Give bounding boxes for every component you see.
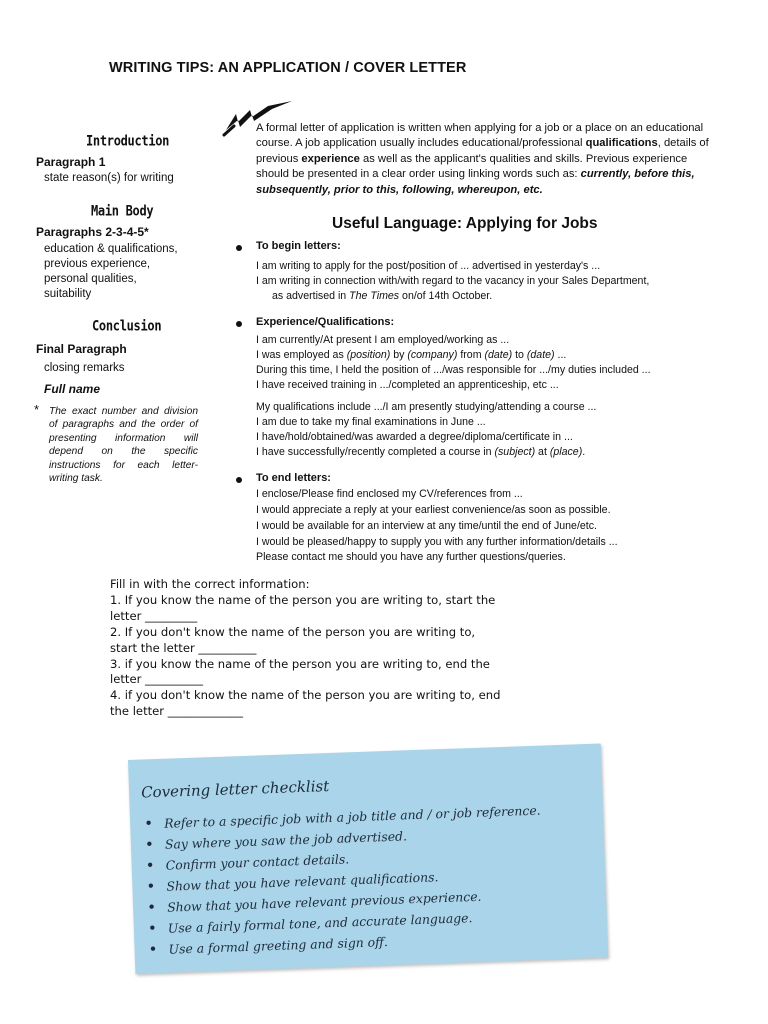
phrase-line: I would appreciate a reply at your earliest convenience/as soon as possible. <box>256 504 611 516</box>
intro-paragraph: A formal letter of application is written when applying for a job or a place on an educational course. A job application usually includes educational/professional qualifications, details of previous experience as well as the applicant's qualities and skills. Previous experience should be presented in a clear order using linking words such as: currently, before this, subsequently, prior to this, following, whereupon, etc. <box>256 122 709 196</box>
checklist-item: • Refer to a specific job with a job title and / or job reference. <box>144 800 541 835</box>
conclusion-label: Final Paragraph <box>36 342 127 356</box>
main-body-line: personal qualities, <box>44 273 137 285</box>
main-body-heading: Main Body <box>91 202 154 220</box>
exercise-heading: Fill in with the correct information: <box>110 577 310 591</box>
phrase-line: as advertised in The Times on/of 14th October. <box>272 290 493 302</box>
phrase-line: I have received training in .../completed an apprenticeship, etc ... <box>256 379 559 391</box>
main-body-label: Paragraphs 2-3-4-5* <box>36 225 149 239</box>
phrase-line: I would be pleased/happy to supply you with any further information/details ... <box>256 536 618 548</box>
phrase-line: My qualifications include .../I am presently studying/attending a course ... <box>256 401 597 413</box>
exercise-question: 4. if you don't know the name of the person you are writing to, end <box>110 688 501 703</box>
checklist-item: • Say where you saw the job advertised. <box>145 821 542 856</box>
main-body-line: previous experience, <box>44 258 151 270</box>
checklist-list <box>144 800 545 961</box>
phrase-line: I would be available for an interview at any time/until the end of June/etc. <box>256 520 597 532</box>
conclusion-text: closing remarks <box>44 362 125 374</box>
end-letters-heading: To end letters: <box>256 472 331 484</box>
introduction-label: Paragraph 1 <box>36 155 106 169</box>
exercise-question: letter __________ <box>110 672 203 687</box>
begin-letters-heading: To begin letters: <box>256 240 341 252</box>
exercise-question: 2. If you don't know the name of the person you are writing to, <box>110 624 476 639</box>
experience-heading: Experience/Qualifications: <box>256 316 395 328</box>
exercise-question: letter _________ <box>110 608 198 623</box>
checklist-item: • Use a fairly formal tone, and accurate language. <box>148 905 545 940</box>
checklist-item: • Confirm your contact details. <box>145 842 542 877</box>
phrase-line: I am currently/At present I am employed/working as ... <box>256 334 510 346</box>
bullet-dot-icon <box>236 321 242 327</box>
checklist-card <box>128 743 608 973</box>
phrase-line: I am writing in connection with/with regard to the vacancy in your Sales Department, <box>256 275 650 287</box>
phrase-line: I enclose/Please find enclosed my CV/references from ... <box>256 488 523 500</box>
conclusion-heading: Conclusion <box>92 317 162 335</box>
phrase-line: I am due to take my final examinations in June ... <box>256 416 486 428</box>
footnote-text: The exact number and division of paragraphs and the order of presenting information will depend on the specific instructions for each letter-writing task. <box>49 406 198 485</box>
main-body-line: education & qualifications, <box>44 243 178 255</box>
phrase-line: I have successfully/recently completed a course in (subject) at (place). <box>256 446 586 458</box>
exercise-question: 3. if you know the name of the person you are writing to, end the <box>110 656 490 671</box>
checklist-item: • Use a formal greeting and sign off. <box>148 926 545 961</box>
bullet-dot-icon <box>236 245 242 251</box>
bullet-dot-icon <box>236 477 242 483</box>
footnote-star: * <box>34 402 40 417</box>
checklist-item: • Show that you have relevant qualifications. <box>146 863 543 898</box>
introduction-heading: Introduction <box>86 132 170 150</box>
exercise-question: 1. If you know the name of the person you are writing to, start the <box>110 592 496 607</box>
phrase-line: I have/hold/obtained/was awarded a degree/diploma/certificate in ... <box>256 431 573 443</box>
page-title: WRITING TIPS: AN APPLICATION / COVER LETTER <box>109 60 467 76</box>
checklist-item: • Show that you have relevant previous experience. <box>147 884 544 919</box>
exercise-block <box>110 577 510 720</box>
exercise-question: the letter _____________ <box>110 704 244 719</box>
phrase-line: I am writing to apply for the post/position of ... advertised in yesterday's ... <box>256 260 601 272</box>
phrase-line: I was employed as (position) by (company) from (date) to (date) ... <box>256 349 567 361</box>
checklist-title: Covering letter checklist <box>140 777 330 802</box>
phrase-line: During this time, I held the position of .../was responsible for .../my duties included ... <box>256 364 651 376</box>
phrase-line: Please contact me should you have any further questions/queries. <box>256 551 566 563</box>
useful-language-title: Useful Language: Applying for Jobs <box>332 215 598 232</box>
footnote <box>34 402 198 485</box>
full-name-label: Full name <box>44 382 101 396</box>
exercise-question: start the letter __________ <box>110 640 257 655</box>
introduction-text: state reason(s) for writing <box>44 172 174 184</box>
main-body-line: suitability <box>44 288 92 300</box>
